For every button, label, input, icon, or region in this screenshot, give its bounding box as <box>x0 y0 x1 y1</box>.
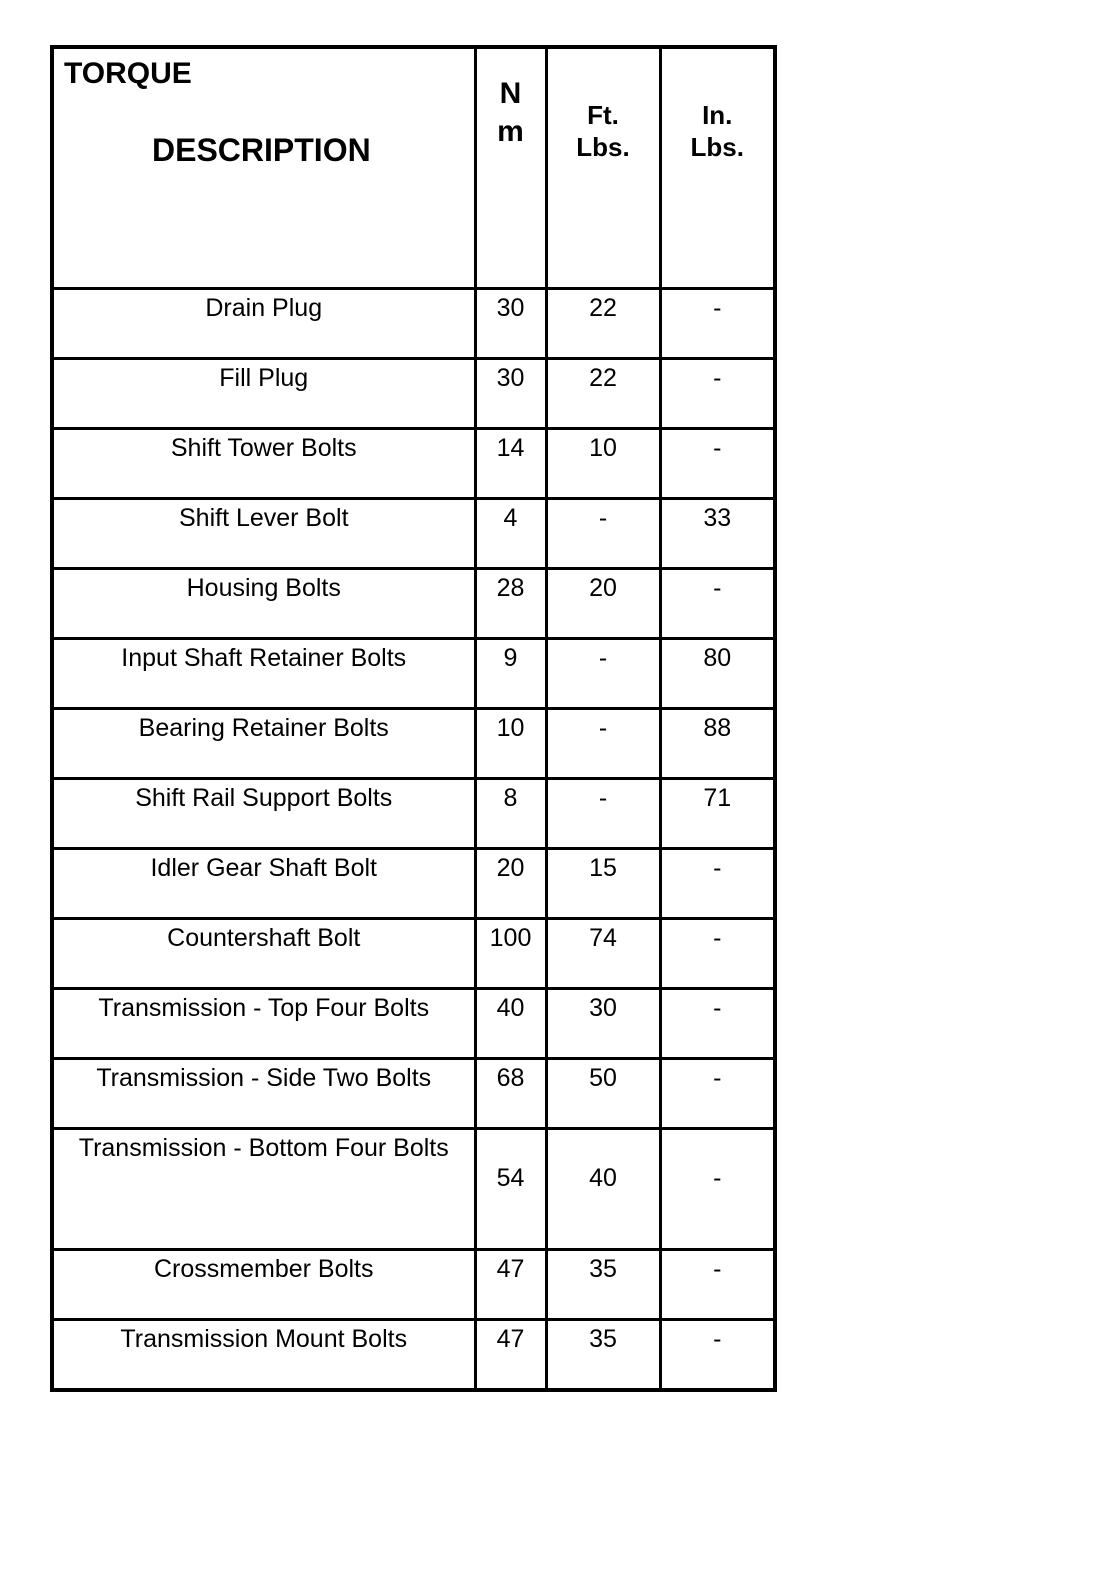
table-row <box>52 359 775 429</box>
table-header-row <box>52 47 775 289</box>
nm-cell: 14 <box>475 429 546 499</box>
header-in-lbs <box>660 47 775 289</box>
table-row <box>52 569 775 639</box>
table-row <box>52 849 775 919</box>
in-lbs-cell: - <box>660 1250 775 1320</box>
ft-lbs-cell: 20 <box>546 569 660 639</box>
ft-lbs-cell: - <box>546 709 660 779</box>
in-lbs-cell: 71 <box>660 779 775 849</box>
in-lbs-cell: - <box>660 429 775 499</box>
ft-lbs-cell: 10 <box>546 429 660 499</box>
in-lbs-cell: 88 <box>660 709 775 779</box>
header-nm <box>475 47 546 289</box>
description-cell: Transmission - Top Four Bolts <box>52 989 475 1059</box>
in-lbs-cell: - <box>660 849 775 919</box>
torque-specification-table <box>50 45 777 1392</box>
nm-cell: 28 <box>475 569 546 639</box>
description-cell: Shift Lever Bolt <box>52 499 475 569</box>
ft-lbs-cell: 15 <box>546 849 660 919</box>
header-nm-line1: N <box>499 77 522 110</box>
header-description-label: DESCRIPTION <box>152 132 371 168</box>
nm-cell: 10 <box>475 709 546 779</box>
description-cell: Idler Gear Shaft Bolt <box>52 849 475 919</box>
ft-lbs-cell: 35 <box>546 1320 660 1391</box>
in-lbs-cell: 33 <box>660 499 775 569</box>
header-description <box>52 47 475 289</box>
description-cell: Fill Plug <box>52 359 475 429</box>
header-ft-line2: Lbs. <box>576 132 630 162</box>
table-row <box>52 289 775 359</box>
header-nm-line2: m <box>497 115 524 148</box>
header-ft-line1: Ft. <box>587 100 619 130</box>
ft-lbs-cell: - <box>546 499 660 569</box>
table-row <box>52 499 775 569</box>
in-lbs-cell: - <box>660 1320 775 1391</box>
description-cell: Housing Bolts <box>52 569 475 639</box>
nm-cell: 4 <box>475 499 546 569</box>
description-cell: Drain Plug <box>52 289 475 359</box>
description-cell: Transmission - Bottom Four Bolts <box>52 1129 475 1250</box>
header-torque-label: TORQUE <box>64 57 192 90</box>
ft-lbs-cell: 30 <box>546 989 660 1059</box>
nm-cell: 47 <box>475 1320 546 1391</box>
description-cell: Bearing Retainer Bolts <box>52 709 475 779</box>
description-cell: Shift Rail Support Bolts <box>52 779 475 849</box>
in-lbs-cell: - <box>660 919 775 989</box>
table-row <box>52 1250 775 1320</box>
table-row <box>52 429 775 499</box>
in-lbs-cell: - <box>660 359 775 429</box>
ft-lbs-cell: - <box>546 779 660 849</box>
ft-lbs-cell: 40 <box>546 1129 660 1250</box>
description-cell: Input Shaft Retainer Bolts <box>52 639 475 709</box>
in-lbs-cell: - <box>660 289 775 359</box>
description-cell: Shift Tower Bolts <box>52 429 475 499</box>
description-cell: Crossmember Bolts <box>52 1250 475 1320</box>
nm-cell: 100 <box>475 919 546 989</box>
ft-lbs-cell: 22 <box>546 289 660 359</box>
nm-cell: 68 <box>475 1059 546 1129</box>
in-lbs-cell: 80 <box>660 639 775 709</box>
nm-cell: 8 <box>475 779 546 849</box>
table-row <box>52 919 775 989</box>
description-cell: Transmission - Side Two Bolts <box>52 1059 475 1129</box>
table-row <box>52 779 775 849</box>
in-lbs-cell: - <box>660 1059 775 1129</box>
nm-cell: 54 <box>475 1129 546 1250</box>
ft-lbs-cell: 35 <box>546 1250 660 1320</box>
header-in-line1: In. <box>702 100 733 130</box>
ft-lbs-cell: 74 <box>546 919 660 989</box>
table-row <box>52 709 775 779</box>
header-ft-lbs <box>546 47 660 289</box>
table-row <box>52 989 775 1059</box>
table-row <box>52 1320 775 1391</box>
table-row <box>52 1129 775 1250</box>
in-lbs-cell: - <box>660 569 775 639</box>
nm-cell: 47 <box>475 1250 546 1320</box>
table-row <box>52 639 775 709</box>
ft-lbs-cell: 22 <box>546 359 660 429</box>
nm-cell: 20 <box>475 849 546 919</box>
ft-lbs-cell: - <box>546 639 660 709</box>
nm-cell: 30 <box>475 289 546 359</box>
in-lbs-cell: - <box>660 1129 775 1250</box>
header-in-line2: Lbs. <box>690 132 744 162</box>
nm-cell: 9 <box>475 639 546 709</box>
nm-cell: 40 <box>475 989 546 1059</box>
ft-lbs-cell: 50 <box>546 1059 660 1129</box>
in-lbs-cell: - <box>660 989 775 1059</box>
table-row <box>52 1059 775 1129</box>
nm-cell: 30 <box>475 359 546 429</box>
description-cell: Transmission Mount Bolts <box>52 1320 475 1391</box>
description-cell: Countershaft Bolt <box>52 919 475 989</box>
